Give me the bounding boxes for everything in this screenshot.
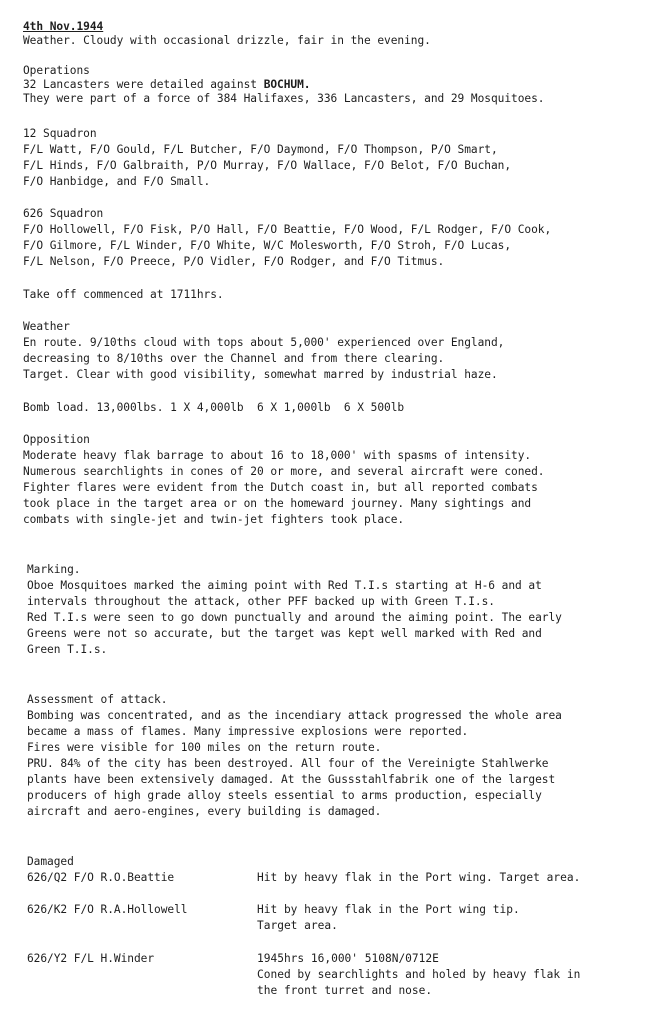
squadron-626-crew-line: F/L Nelson, F/O Preece, P/O Vidler, F/O Rodger, and F/O Titmus. [23, 255, 445, 268]
assessment-line: Bombing was concentrated, and as the incendiary attack progressed the whole area [27, 709, 562, 722]
opposition-line: combats with single-jet and twin-jet fighters took place. [23, 513, 405, 526]
marking-line: Red T.I.s were seen to go down punctually and around the aiming point. The early [27, 611, 562, 624]
weather-heading: Weather [23, 320, 70, 333]
damaged-aircraft: 626/K2 F/O R.A.Hollowell [27, 903, 188, 916]
assessment-line: plants have been extensively damaged. At the Gussstahlfabrik one of the largest [27, 773, 556, 786]
squadron-12-crew-line: F/L Watt, F/O Gould, F/L Butcher, F/O Daymond, F/O Thompson, P/O Smart, [23, 143, 498, 156]
squadron-12-crew-line: F/L Hinds, F/O Galbraith, P/O Murray, F/O Wallace, F/O Belot, F/O Buchan, [23, 159, 512, 172]
damaged-aircraft: 626/Y2 F/L H.Winder [27, 952, 155, 965]
document-date: 4th Nov.1944 [23, 20, 104, 33]
marking-line: Oboe Mosquitoes marked the aiming point with Red T.I.s starting at H-6 and at [27, 579, 542, 592]
assessment-line: aircraft and aero-engines, every building is damaged. [27, 805, 382, 818]
damage-description: the front turret and nose. [257, 984, 433, 997]
squadron-12-crew-line: F/O Hanbidge, and F/O Small. [23, 175, 211, 188]
operations-detail-text: 32 Lancasters were detailed against [23, 78, 264, 91]
assessment-heading: Assessment of attack. [27, 693, 168, 706]
operations-line-1 [23, 78, 311, 92]
damaged-heading: Damaged [27, 855, 74, 868]
opposition-line: took place in the target area or on the homeward journey. Many sightings and [23, 497, 532, 510]
weather-line: decreasing to 8/10ths over the Channel and from there clearing. [23, 352, 445, 365]
opposition-heading: Opposition [23, 433, 90, 446]
damage-description: Hit by heavy flak in the Port wing tip. [257, 903, 520, 916]
marking-heading: Marking. [27, 563, 81, 576]
assessment-line: PRU. 84% of the city has been destroyed. All four of the Vereinigte Stahlwerke [27, 757, 549, 770]
takeoff-time: Take off commenced at 1711hrs. [23, 288, 224, 301]
damage-description: Target area. [257, 919, 338, 932]
weather-line: En route. 9/10ths cloud with tops about 5,000' experienced over England, [23, 336, 505, 349]
weather-summary: Weather. Cloudy with occasional drizzle, fair in the evening. [23, 34, 431, 47]
marking-line: Greens were not so accurate, but the target was kept well marked with Red and [27, 627, 542, 640]
assessment-line: producers of high grade alloy steels essential to arms production, especially [27, 789, 542, 802]
damage-description: Hit by heavy flak in the Port wing. Target area. [257, 871, 581, 884]
marking-line: Green T.I.s. [27, 643, 108, 656]
damage-description: Coned by searchlights and holed by heavy flak in [257, 968, 581, 981]
squadron-626-crew-line: F/O Gilmore, F/L Winder, F/O White, W/C Molesworth, F/O Stroh, F/O Lucas, [23, 239, 512, 252]
weather-line: Target. Clear with good visibility, somewhat marred by industrial haze. [23, 368, 498, 381]
assessment-line: became a mass of flames. Many impressive explosions were reported. [27, 725, 469, 738]
operations-heading: Operations [23, 64, 90, 77]
squadron-626-heading: 626 Squadron [23, 207, 104, 220]
squadron-626-crew-line: F/O Hollowell, F/O Fisk, P/O Hall, F/O Beattie, F/O Wood, F/L Rodger, F/O Cook, [23, 223, 552, 236]
bomb-load: Bomb load. 13,000lbs. 1 X 4,000lb 6 X 1,000lb 6 X 500lb [23, 401, 405, 414]
opposition-line: Fighter flares were evident from the Dutch coast in, but all reported combats [23, 481, 538, 494]
damaged-aircraft: 626/Q2 F/O R.O.Beattie [27, 871, 175, 884]
opposition-line: Numerous searchlights in cones of 20 or more, and several aircraft were coned. [23, 465, 545, 478]
operations-line-2: They were part of a force of 384 Halifaxes, 336 Lancasters, and 29 Mosquitoes. [23, 92, 545, 105]
marking-line: intervals throughout the attack, other PFF backed up with Green T.I.s. [27, 595, 495, 608]
target-name: BOCHUM. [263, 78, 311, 91]
damage-description: 1945hrs 16,000' 5108N/0712E [257, 952, 439, 965]
squadron-12-heading: 12 Squadron [23, 127, 97, 140]
opposition-line: Moderate heavy flak barrage to about 16 to 18,000' with spasms of intensity. [23, 449, 532, 462]
assessment-line: Fires were visible for 100 miles on the return route. [27, 741, 382, 754]
